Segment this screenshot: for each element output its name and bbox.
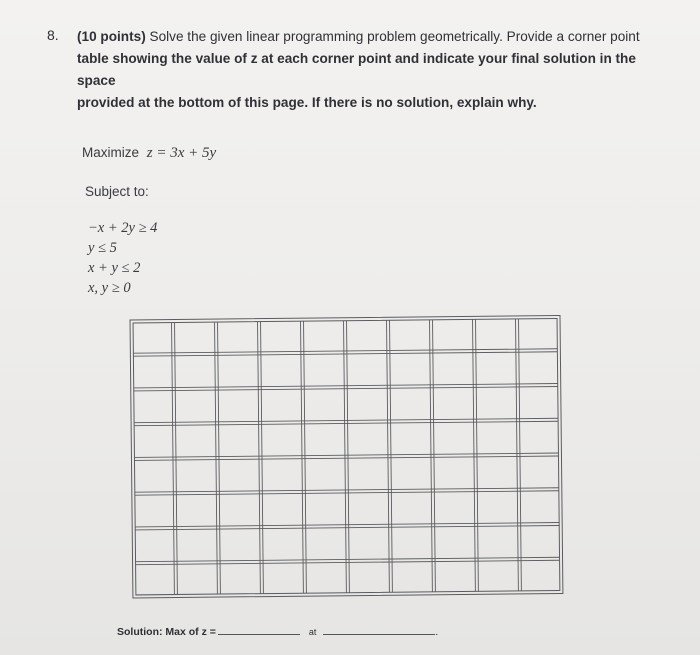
grid-vline	[390, 320, 393, 592]
grid-vline	[476, 319, 479, 591]
subject-to-label: Subject to:	[85, 184, 149, 199]
grid-vline	[301, 321, 304, 593]
question-line-2: table showing the value of z at each corner point and indicate your final solution in the space	[77, 51, 636, 88]
grid-vline	[387, 320, 390, 592]
question-text	[77, 26, 667, 114]
grid-vline	[215, 322, 218, 594]
grid-vline	[172, 323, 175, 595]
solution-label: Solution:	[117, 626, 163, 638]
solution-end-mark: .	[435, 626, 439, 638]
solution-line	[117, 626, 438, 638]
grid-vline	[430, 320, 433, 592]
constraint-list	[88, 218, 157, 298]
grid-vline	[261, 322, 264, 594]
solution-value-blank[interactable]	[218, 626, 300, 635]
grid-vline	[344, 321, 347, 593]
objective-expression: z = 3x + 5y	[146, 145, 217, 161]
solution-point-blank[interactable]	[323, 626, 435, 635]
grid-vline	[175, 323, 178, 595]
grid-vline	[258, 322, 261, 594]
constraint-4: x, y ≥ 0	[88, 280, 131, 296]
question-line-1	[77, 26, 667, 48]
grid-vline	[516, 319, 519, 591]
grid-vline	[218, 322, 221, 594]
objective-function	[82, 145, 216, 162]
objective-label: Maximize	[82, 145, 140, 160]
grid-vline	[473, 319, 476, 591]
constraint-3: x + y ≤ 2	[88, 260, 141, 276]
solution-at-text: at	[308, 627, 317, 637]
graph-grid-svg	[128, 313, 565, 600]
grid-vline	[433, 320, 436, 592]
question-number: 8.	[47, 27, 59, 43]
constraint-1: −x + 2y ≥ 4	[88, 220, 158, 236]
grid-vline	[347, 321, 350, 593]
grid-vline	[304, 321, 307, 593]
question-points: (10 points)	[77, 29, 146, 44]
solution-max-text: Max of z =	[165, 626, 216, 638]
question-line-1-text: Solve the given linear programming problem geometrically. Provide a corner point	[145, 29, 640, 44]
grid-vline	[519, 319, 522, 591]
constraint-2: y ≤ 5	[88, 240, 117, 256]
graph-grid	[128, 313, 565, 600]
question-line-3: provided at the bottom of this page. If there is no solution, explain why.	[77, 95, 537, 110]
